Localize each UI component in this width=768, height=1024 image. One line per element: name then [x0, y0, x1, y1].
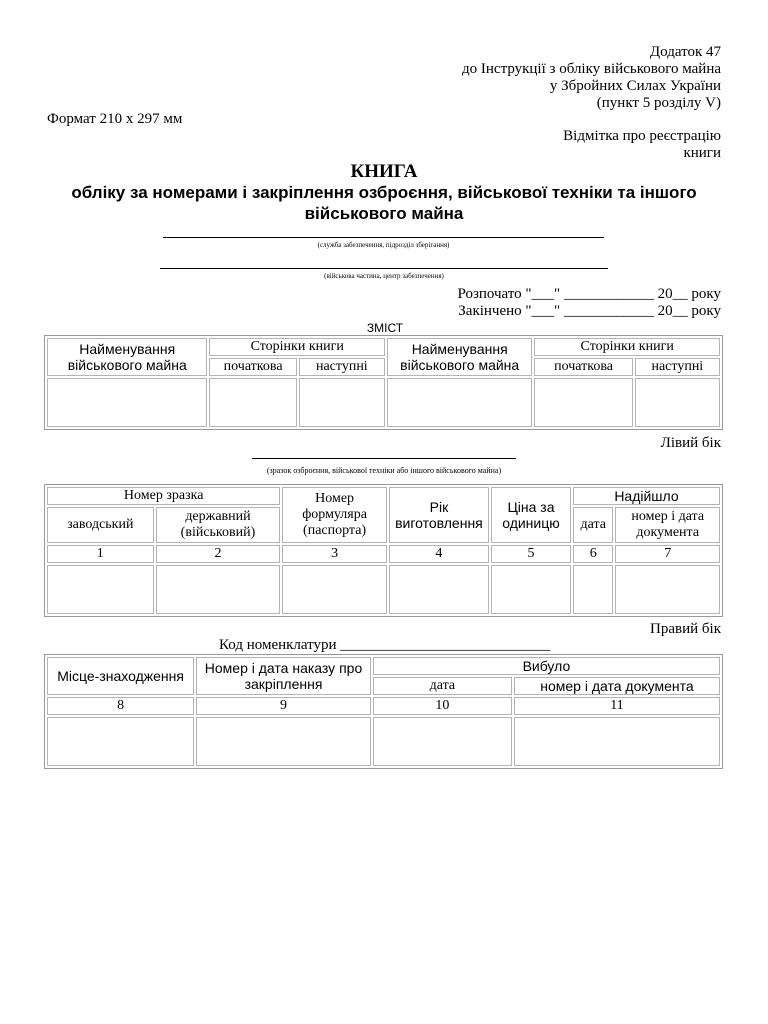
contents-next-pages-header-2: наступні [635, 358, 720, 376]
location-header: Місце-знаходження [47, 657, 194, 695]
book-title-sub1: обліку за номерами і закріплення озброєння, військової техніки та іншого [71, 183, 697, 202]
contents-first-page-header-2: початкова [534, 358, 632, 376]
right-side-label: Правий бік [650, 621, 721, 637]
right-side-cell [196, 717, 371, 766]
registration-mark [563, 128, 721, 162]
registration-mark-line2: книги [683, 145, 721, 161]
service-line [163, 237, 604, 238]
left-side-cell [389, 565, 489, 614]
left-side-table [44, 484, 723, 617]
annex-forces: у Збройних Силах України [549, 78, 721, 94]
contents-cell [209, 378, 296, 427]
right-side-cell [47, 717, 194, 766]
left-side-cell [282, 565, 386, 614]
form-number-header: Номер формуляра (паспорта) [282, 487, 386, 543]
right-side-cell [373, 717, 512, 766]
annex-header [462, 44, 721, 112]
sample-line [252, 458, 516, 459]
left-side-cell [615, 565, 720, 614]
state-header: державний (військовий) [156, 507, 281, 543]
left-side-label: Лівий бік [660, 435, 721, 451]
column-number: 4 [389, 545, 489, 563]
contents-cell [635, 378, 720, 427]
service-caption: (служба забезпечення, підрозділ зберігання) [317, 241, 450, 249]
sample-caption: (зразок озброєння, військової техніки або іншого військового майна) [266, 466, 502, 475]
column-number: 2 [156, 545, 281, 563]
contents-title: ЗМІСТ [366, 321, 404, 335]
factory-header: заводський [47, 507, 154, 543]
unit-caption: (військова частина, центр забезпечення) [324, 272, 444, 280]
contents-cell [299, 378, 385, 427]
unit-line [160, 268, 608, 269]
column-number: 11 [514, 697, 720, 715]
contents-next-pages-header: наступні [299, 358, 385, 376]
received-doc-header: номер і дата документа [615, 507, 720, 543]
left-side-cell [573, 565, 614, 614]
column-number: 3 [282, 545, 386, 563]
received-header: Надійшло [573, 487, 720, 505]
column-number: 6 [573, 545, 614, 563]
price-header: Ціна за одиницю [491, 487, 571, 543]
column-number: 10 [373, 697, 512, 715]
column-number: 8 [47, 697, 194, 715]
book-title-sub2: військового майна [304, 204, 464, 223]
contents-cell [47, 378, 207, 427]
year-header: Рік виготовлення [389, 487, 489, 543]
written-off-doc-header: номер і дата документа [514, 677, 720, 695]
column-number: 7 [615, 545, 720, 563]
column-number: 1 [47, 545, 154, 563]
left-side-cell [491, 565, 571, 614]
contents-table [44, 335, 723, 430]
received-date-header: дата [573, 507, 614, 543]
contents-name-header: Найменування військового майна [47, 338, 207, 376]
contents-first-page-header: початкова [209, 358, 296, 376]
nomenclature-code: Код номенклатури ____________________________ [219, 637, 551, 653]
contents-pages-header: Сторінки книги [209, 338, 385, 356]
registration-mark-line1: Відмітка про реєстрацію [563, 128, 721, 144]
contents-pages-header-2: Сторінки книги [534, 338, 720, 356]
right-side-table [44, 654, 723, 769]
written-off-header: Вибуло [373, 657, 720, 675]
left-side-cell [47, 565, 154, 614]
book-title-main: КНИГА [350, 161, 418, 182]
contents-cell [387, 378, 532, 427]
book-title [40, 161, 728, 224]
left-side-cell [156, 565, 281, 614]
column-number: 5 [491, 545, 571, 563]
annex-instruction: до Інструкції з обліку військового майна [462, 61, 721, 77]
order-header: Номер і дата наказу про закріплення [196, 657, 371, 695]
format-note: Формат 210 х 297 мм [47, 111, 183, 127]
annex-clause: (пункт 5 розділу V) [596, 95, 721, 111]
sample-number-header: Номер зразка [47, 487, 280, 505]
started-field: Розпочато "___" ____________ 20__ року [457, 286, 721, 302]
annex-number: Додаток 47 [649, 44, 721, 60]
contents-cell [534, 378, 632, 427]
column-number: 9 [196, 697, 371, 715]
finished-field: Закінчено "___" ____________ 20__ року [458, 303, 721, 319]
right-side-cell [514, 717, 720, 766]
written-off-date-header: дата [373, 677, 512, 695]
contents-name-header-2: Найменування військового майна [387, 338, 532, 376]
